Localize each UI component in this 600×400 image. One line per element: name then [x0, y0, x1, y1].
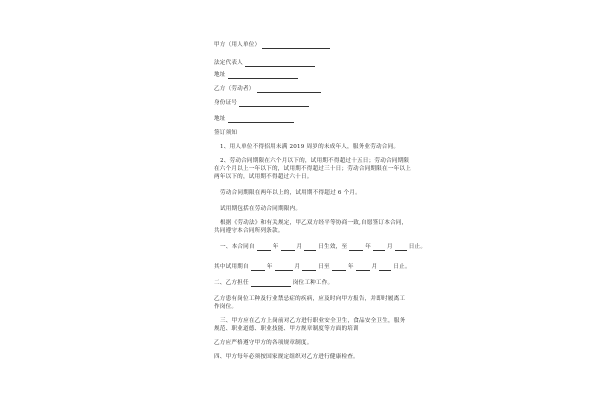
notice-2-line-2: 在六个月以上一年以下的，试用期不得超过三十日；劳动合同期限在一年以上: [214, 166, 411, 172]
sign-notice-heading: 签订须知: [214, 130, 238, 136]
probation-year2-label: 年: [347, 264, 354, 270]
notice-2-line-3: 两年以下的，试用期不得超过六十日。: [214, 174, 313, 180]
party-b-blank[interactable]: [257, 86, 321, 93]
address-row-2: [214, 116, 294, 123]
probation-day-blank[interactable]: [302, 264, 316, 271]
clause-1-year2-blank[interactable]: [349, 244, 363, 251]
id-row: [214, 100, 309, 107]
address-blank-2[interactable]: [228, 116, 294, 123]
clause-2b-line-2: 作岗位。: [214, 304, 238, 310]
notice-3: 劳动合同期限在两年以上的，试用期不得超过 6 个月。: [220, 190, 361, 196]
address-row-1: [214, 72, 298, 79]
clause-1-end: 日止。: [408, 244, 427, 250]
clause-1-year-blank[interactable]: [257, 244, 271, 251]
clause-1-row: [220, 244, 426, 251]
notice-1: 1、用人单位不得招用未满 2019 周岁的未成年人，服务业劳动合同。: [220, 144, 400, 150]
clause-1-year2-label: 年: [365, 244, 372, 250]
clause-2-suffix: 岗位工种工作。: [292, 280, 334, 286]
clause-2-prefix: 二、乙方担任: [214, 280, 249, 286]
probation-end: 日止。: [393, 264, 411, 270]
probation-year-label: 年: [266, 264, 273, 270]
clause-1-day2-blank[interactable]: [395, 244, 407, 251]
notice-2-line-1: 2、劳动合同期限在六个月以下的，试用期不得超过十五日；劳动合同期限: [220, 158, 410, 164]
clause-1-month2-blank[interactable]: [373, 244, 385, 251]
probation-mid: 日至: [318, 264, 330, 270]
address-label-2: 地址: [214, 116, 226, 122]
clause-3b: 乙方应严格遵守甲方的各项规章制度。: [214, 340, 313, 346]
probation-month-blank[interactable]: [275, 264, 293, 271]
clause-1-day-label: 日生效，至: [318, 244, 348, 250]
party-a-blank[interactable]: [262, 42, 330, 49]
clause-1-year-label: 年: [272, 244, 279, 250]
id-label: 身份证号: [214, 100, 238, 106]
clause-2b-line-1: 乙方患有岗位工种及行业禁忌症的疾病，应及时向甲方报告，并即时履离工: [214, 296, 406, 302]
party-a-row: [214, 42, 330, 49]
id-blank[interactable]: [239, 100, 309, 107]
probation-month-label: 月: [294, 264, 301, 270]
probation-day2-blank[interactable]: [379, 264, 391, 271]
probation-year-blank[interactable]: [251, 264, 265, 271]
address-label-1: 地址: [214, 72, 226, 78]
intro-line-2: 共同遵守本合同所列条款。: [214, 228, 284, 234]
legal-rep-row: [214, 60, 315, 67]
party-a-label: 甲方（用人单位）: [214, 42, 261, 48]
clause-1-day-blank[interactable]: [304, 244, 316, 251]
probation-row: [214, 264, 411, 271]
clause-1-month2-label: 月: [386, 244, 393, 250]
clause-4: 四、甲方每年必须按国家规定组织对乙方进行健康检查。: [214, 354, 359, 360]
party-b-label: 乙方（劳动者）: [214, 86, 255, 92]
clause-1-prefix: 一、本合同自: [220, 244, 255, 250]
clause-3-line-2: 规范、职业道德、职业技能、甲方规章制度等方面的培训: [214, 326, 359, 332]
legal-rep-blank[interactable]: [245, 60, 315, 67]
clause-1-month-blank[interactable]: [281, 244, 295, 251]
probation-prefix: 其中试用期自: [214, 264, 249, 270]
clause-2-position-blank[interactable]: [251, 280, 291, 287]
probation-year2-blank[interactable]: [332, 264, 346, 271]
party-b-row: [214, 86, 321, 93]
probation-month2-label: 月: [371, 264, 378, 270]
notice-4: 试用期包括在劳动合同期限内。: [220, 206, 302, 212]
clause-2-row: [214, 280, 333, 287]
legal-rep-label: 法定代表人: [214, 60, 243, 66]
probation-month2-blank[interactable]: [356, 264, 370, 271]
clause-3-line-1: 三、甲方应在乙方上岗前对乙方进行职业安全卫生，食品安全卫生，服务: [220, 318, 406, 324]
intro-line-1: 根据《劳动法》和有关规定，甲乙双方经平等协商一致,自愿签订本合同，: [220, 220, 408, 226]
clause-1-month-label: 月: [296, 244, 303, 250]
address-blank-1[interactable]: [228, 72, 298, 79]
